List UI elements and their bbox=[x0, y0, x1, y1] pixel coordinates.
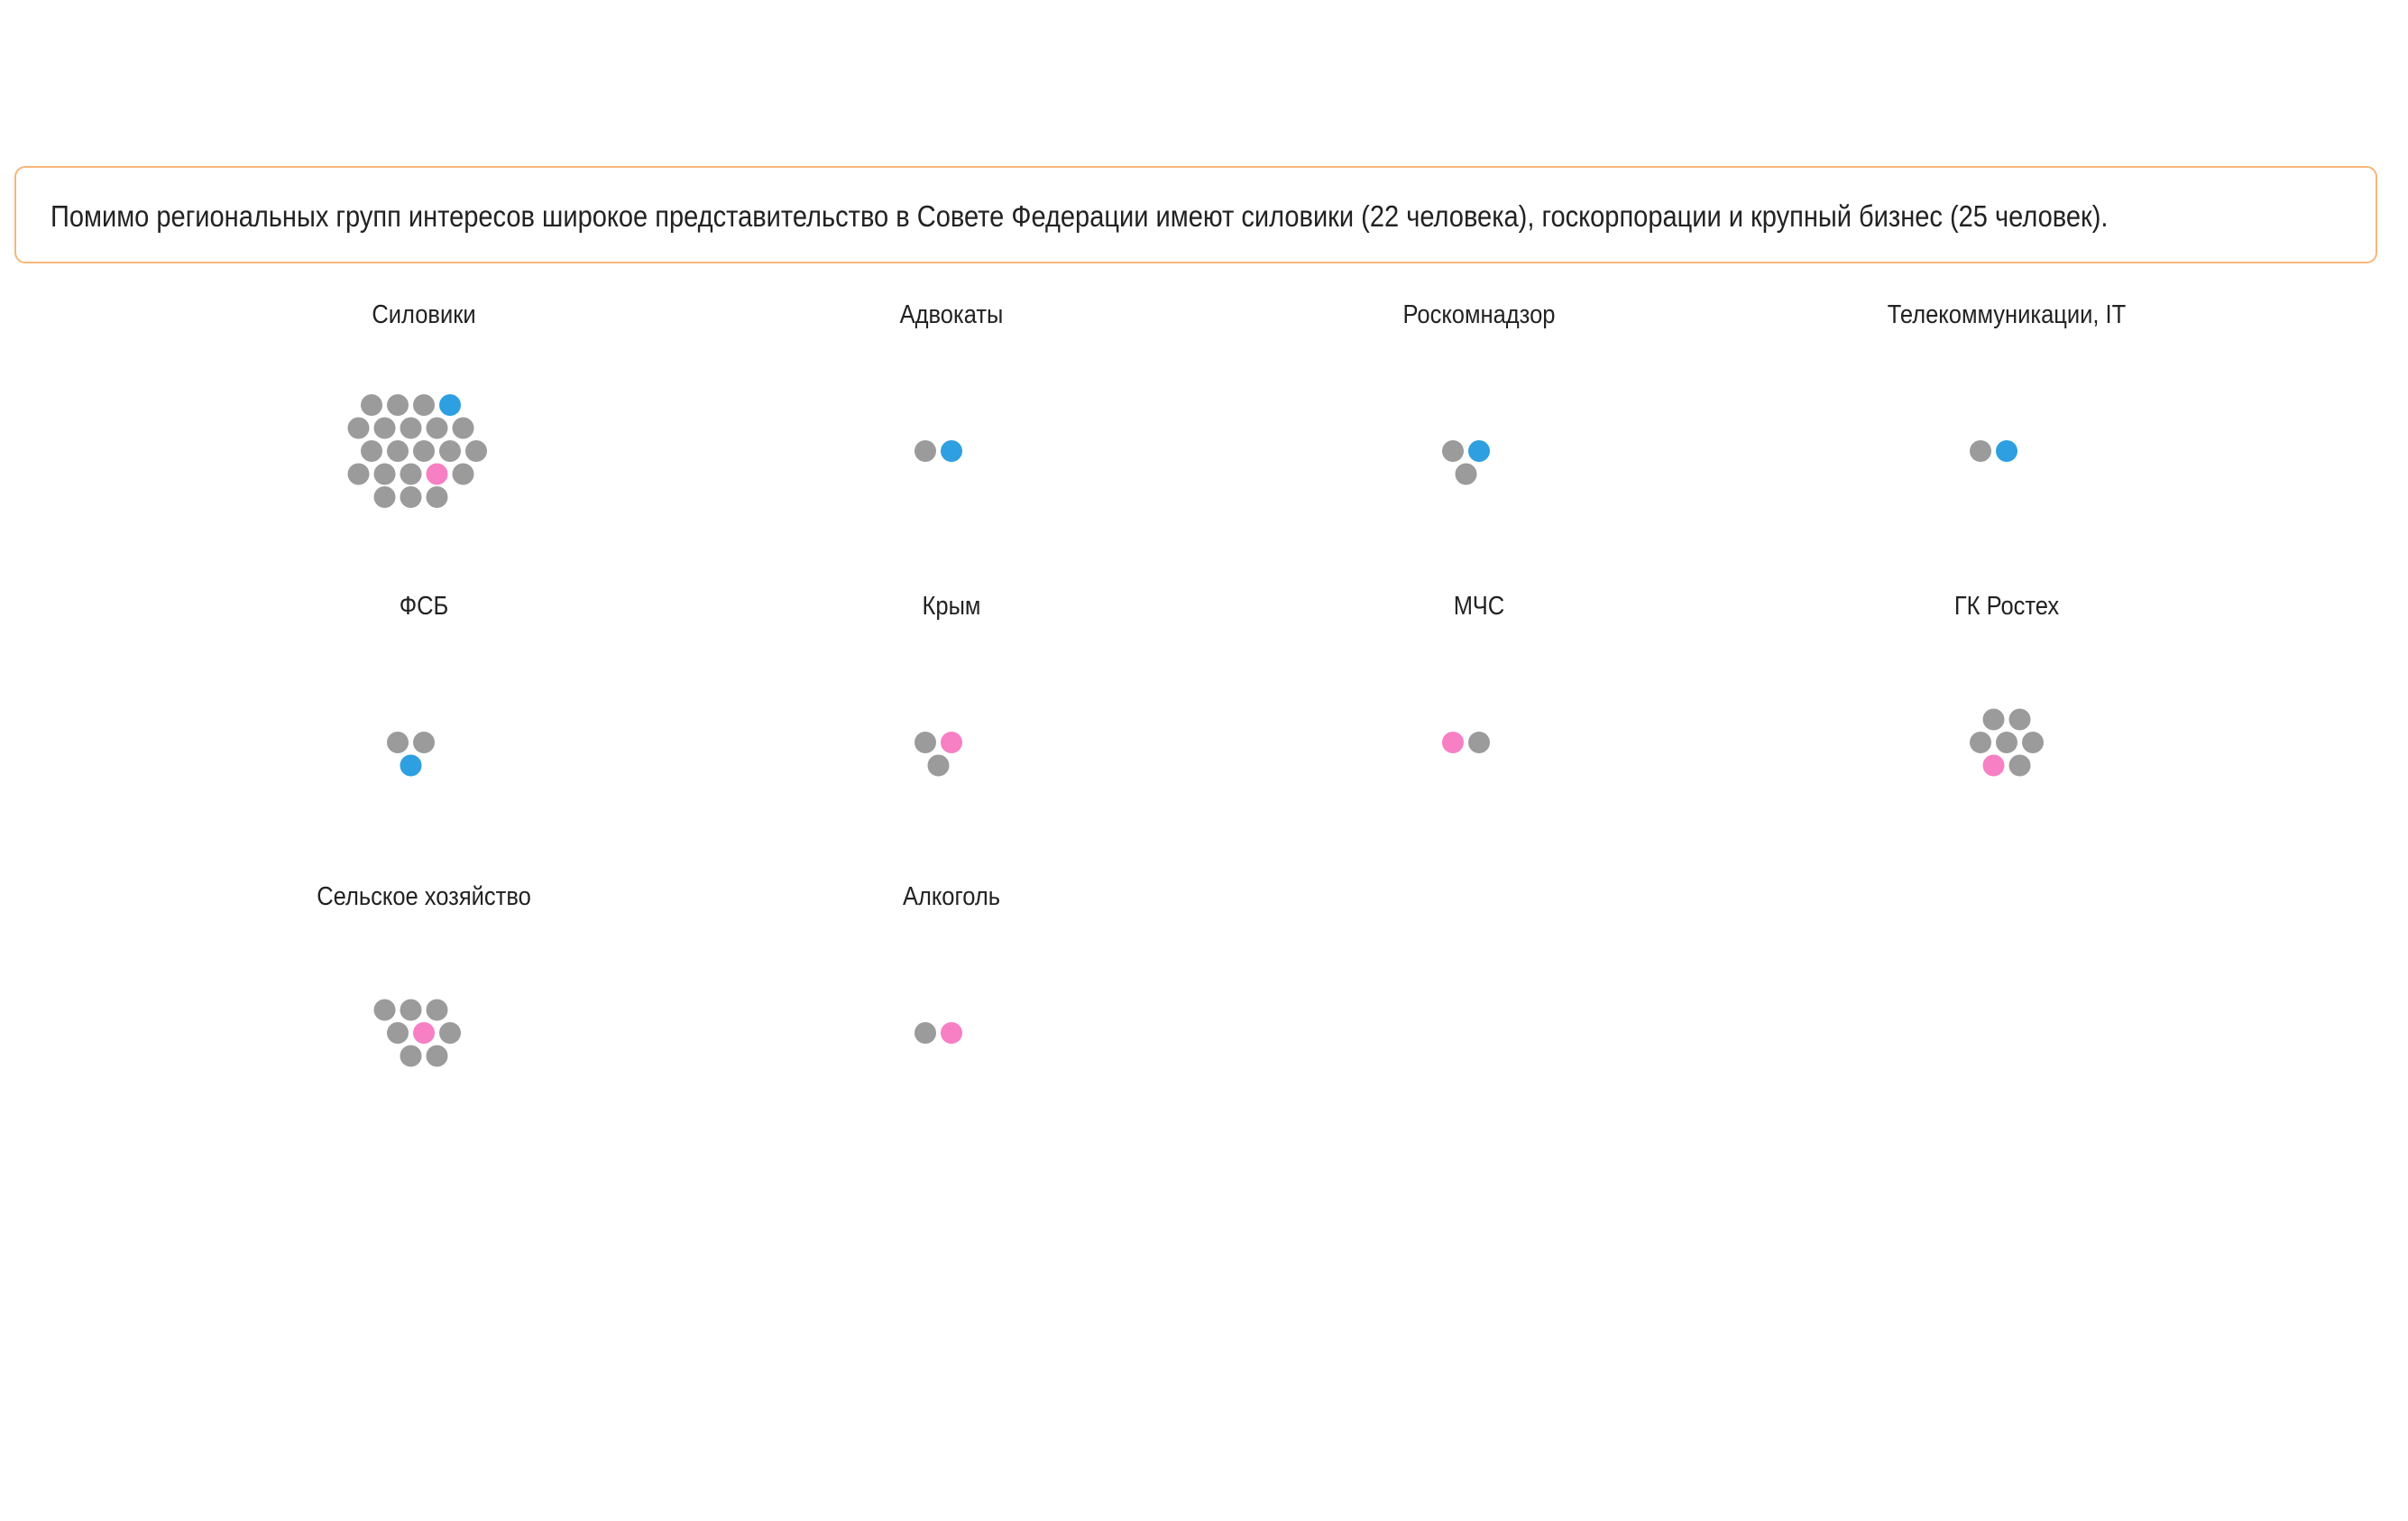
group-2 bbox=[1403, 299, 1556, 484]
dot bbox=[400, 464, 422, 485]
dot bbox=[400, 1046, 422, 1067]
dot bbox=[2009, 755, 2031, 777]
dot bbox=[914, 732, 936, 753]
dot bbox=[941, 732, 962, 753]
dot bbox=[453, 464, 474, 485]
dot bbox=[400, 755, 422, 777]
dot bbox=[439, 394, 461, 416]
dot bbox=[439, 440, 461, 462]
dot bbox=[941, 440, 962, 462]
group-title: Крым bbox=[922, 590, 981, 621]
intro-text: Помимо региональных групп интересов широкое представительство в Совете Федерации имеют силовики (22 человека), госкорпорации и крупный бизнес (25 человек). bbox=[51, 199, 2109, 233]
dot bbox=[1456, 464, 1477, 485]
group-title: ГК Ростех bbox=[1953, 590, 2060, 621]
group-9 bbox=[903, 880, 1000, 1044]
group-6 bbox=[1442, 590, 1504, 753]
dot bbox=[400, 418, 422, 439]
dot bbox=[427, 418, 448, 439]
dot bbox=[413, 732, 435, 753]
dot bbox=[413, 394, 435, 416]
group-4 bbox=[387, 590, 448, 776]
dot bbox=[400, 1000, 422, 1021]
dot bbox=[427, 1046, 448, 1067]
dot bbox=[374, 1000, 396, 1021]
dot bbox=[1442, 440, 1464, 462]
dot bbox=[387, 732, 409, 753]
dot bbox=[374, 464, 396, 485]
dot bbox=[427, 464, 448, 485]
group-title: ФСБ bbox=[399, 590, 449, 621]
dot bbox=[1468, 732, 1490, 753]
dot bbox=[1970, 440, 1991, 462]
dot bbox=[361, 440, 382, 462]
group-title: Роскомнадзор bbox=[1402, 299, 1556, 329]
group-title: Сельское хозяйство bbox=[317, 880, 531, 911]
dot bbox=[914, 440, 936, 462]
dot bbox=[374, 486, 396, 508]
dot bbox=[361, 394, 382, 416]
group-title: Силовики bbox=[372, 299, 476, 329]
dot bbox=[1983, 755, 2005, 777]
group-1 bbox=[900, 299, 1004, 462]
dot bbox=[1970, 732, 1991, 753]
dot bbox=[413, 440, 435, 462]
group-3 bbox=[1888, 299, 2127, 462]
dot bbox=[400, 486, 422, 508]
dot bbox=[941, 1022, 962, 1044]
dot bbox=[1996, 732, 2017, 753]
group-title: Телекоммуникации, IT bbox=[1887, 299, 2127, 329]
group-5 bbox=[914, 590, 980, 776]
dot bbox=[1442, 732, 1464, 753]
group-title: Алкоголь bbox=[902, 880, 1001, 911]
dot bbox=[1468, 440, 1490, 462]
dot bbox=[928, 755, 950, 777]
dot bbox=[374, 418, 396, 439]
dot bbox=[387, 440, 409, 462]
dot bbox=[387, 1022, 409, 1044]
group-8 bbox=[317, 880, 531, 1066]
dot bbox=[413, 1022, 435, 1044]
dot bbox=[348, 418, 370, 439]
group-title: Адвокаты bbox=[899, 299, 1004, 329]
dot bbox=[427, 1000, 448, 1021]
dot bbox=[914, 1022, 936, 1044]
dot bbox=[439, 1022, 461, 1044]
dot bbox=[453, 418, 474, 439]
dot bbox=[2009, 709, 2031, 731]
group-0 bbox=[348, 299, 488, 508]
dot bbox=[348, 464, 370, 485]
dot bbox=[1996, 440, 2017, 462]
dot bbox=[2022, 732, 2044, 753]
group-7 bbox=[1954, 590, 2060, 776]
dot bbox=[427, 486, 448, 508]
dot bbox=[1983, 709, 2005, 731]
dot bbox=[465, 440, 487, 462]
dot bbox=[387, 394, 409, 416]
group-title: МЧС bbox=[1453, 590, 1505, 621]
